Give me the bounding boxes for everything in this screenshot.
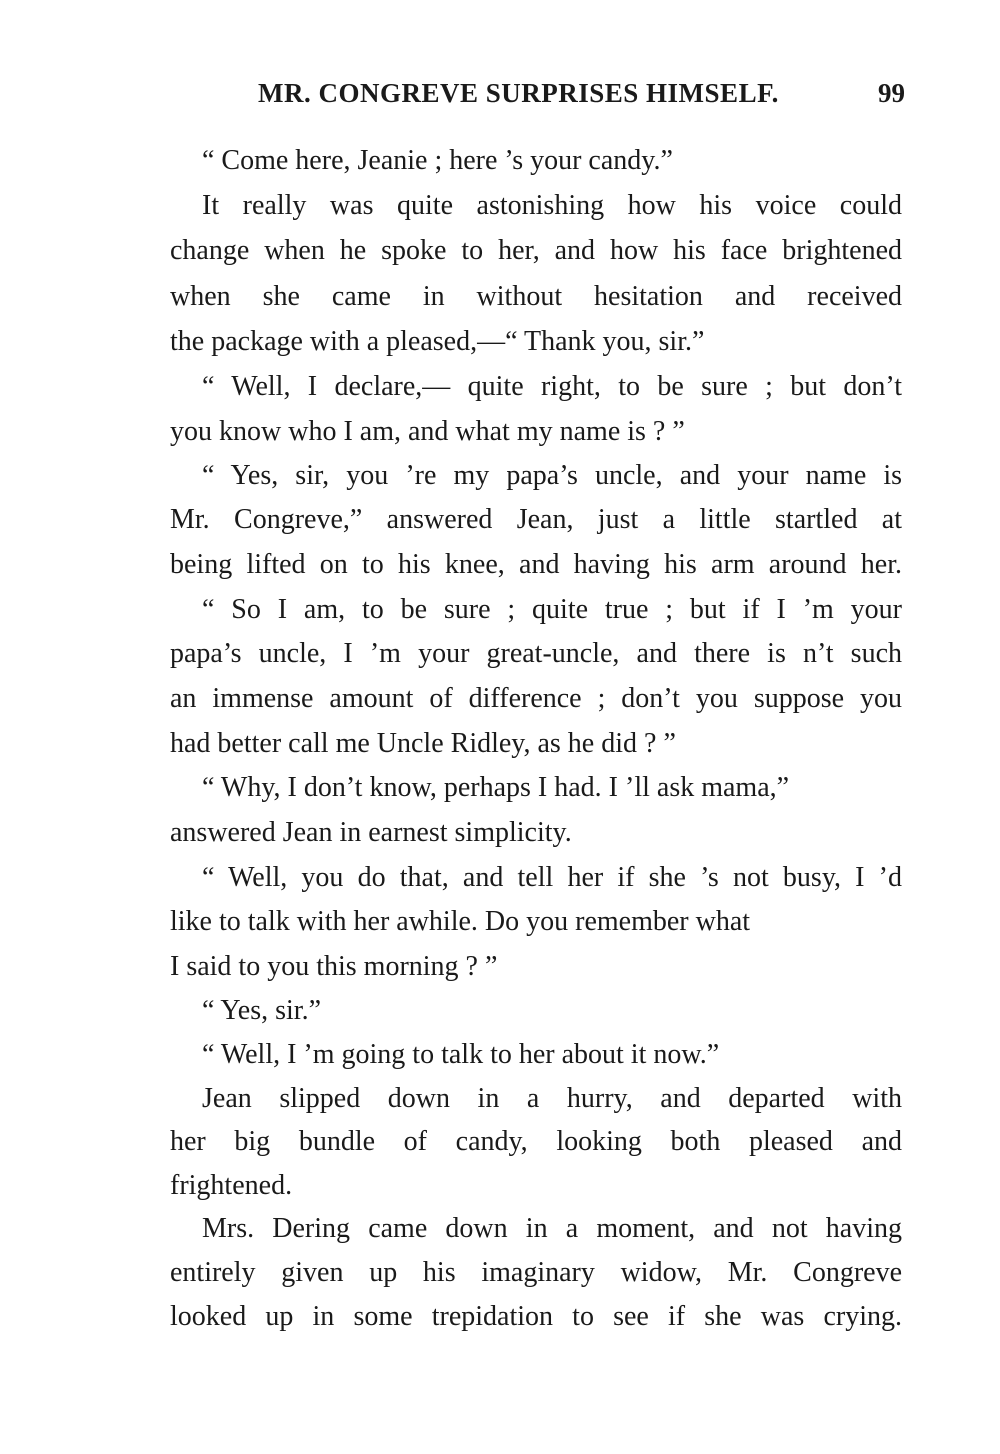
text-line: “ Why, I don’t know, perhaps I had. I ’ll ask mama,” <box>202 772 790 803</box>
text-line: like to talk with her awhile. Do you remember what <box>170 906 751 937</box>
text-line: change when he spoke to her, and how his face brightened <box>170 235 902 266</box>
text-line: entirely given up his imaginary widow, Mr. Congreve <box>170 1257 902 1288</box>
text-line: her big bundle of candy, looking both pleased and <box>170 1126 902 1157</box>
running-title: MR. CONGREVE SURPRISES HIMSELF. <box>258 78 779 108</box>
text-line: “ Come here, Jeanie ; here ’s your candy.” <box>202 145 673 176</box>
page-number: 99 <box>878 78 905 108</box>
text-line: papa’s uncle, I ’m your great-uncle, and there is n’t such <box>170 638 902 669</box>
text-line: the package with a pleased,—“ Thank you, sir.” <box>170 326 705 357</box>
text-line: frightened. <box>170 1170 293 1201</box>
text-line: “ Well, you do that, and tell her if she ’s not busy, I ’d <box>202 862 902 893</box>
text-line: “ Yes, sir, you ’re my papa’s uncle, and your name is <box>202 460 902 491</box>
text-line: “ Yes, sir.” <box>202 995 322 1026</box>
text-line: Jean slipped down in a hurry, and departed with <box>202 1083 902 1114</box>
text-line: being lifted on to his knee, and having his arm around her. <box>170 549 902 580</box>
text-line: I said to you this morning ? ” <box>170 951 498 982</box>
text-line: when she came in without hesitation and received <box>170 281 902 312</box>
text-line: Mr. Congreve,” answered Jean, just a little startled at <box>170 504 902 535</box>
text-line: looked up in some trepidation to see if she was crying. <box>170 1301 902 1332</box>
text-line: “ So I am, to be sure ; quite true ; but if I ’m your <box>202 594 902 625</box>
text-line: It really was quite astonishing how his voice could <box>202 190 902 221</box>
text-line: you know who I am, and what my name is ? ” <box>170 416 685 447</box>
text-line: answered Jean in earnest simplicity. <box>170 817 572 848</box>
text-line: “ Well, I ’m going to talk to her about it now.” <box>202 1039 720 1070</box>
text-line: “ Well, I declare,— quite right, to be sure ; but don’t <box>202 371 902 402</box>
text-line: had better call me Uncle Ridley, as he did ? ” <box>170 728 676 759</box>
text-line: Mrs. Dering came down in a moment, and not having <box>202 1213 902 1244</box>
text-line: an immense amount of difference ; don’t you suppose you <box>170 683 902 714</box>
